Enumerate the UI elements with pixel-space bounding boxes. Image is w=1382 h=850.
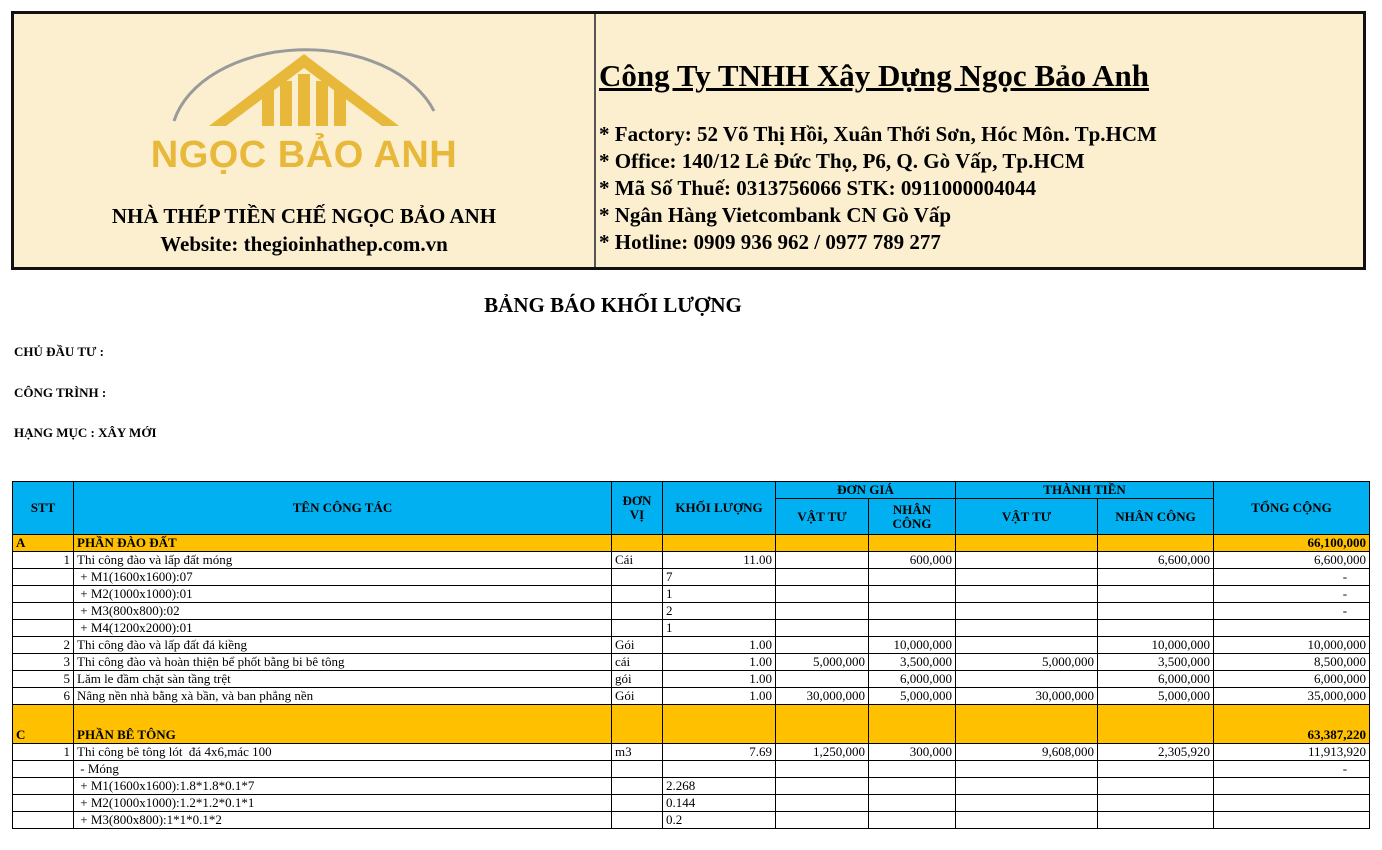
table-row xyxy=(13,552,1370,569)
cell-name: Lăm le đầm chặt sàn tầng trệt xyxy=(74,671,612,688)
cell-stt: 2 xyxy=(13,637,74,654)
cell-total: - xyxy=(1214,603,1370,620)
cell-total xyxy=(1214,812,1370,829)
cell-total xyxy=(1214,620,1370,637)
cell-total xyxy=(1214,795,1370,812)
logo-panel xyxy=(14,14,596,267)
cell-name: + M1(1600x1600):1.8*1.8*0.1*7 xyxy=(74,778,612,795)
cell-price-labor xyxy=(869,586,956,603)
document-title: BẢNG BÁO KHỐI LƯỢNG xyxy=(484,293,742,317)
cell-price-labor xyxy=(869,778,956,795)
header-unit: ĐƠN VỊ xyxy=(612,482,663,535)
cell-stt xyxy=(13,778,74,795)
cell-price-material: 30,000,000 xyxy=(776,688,869,705)
cell-name: Thi công đào và hoàn thiện bể phốt bằng bi bê tông xyxy=(74,654,612,671)
project-label: CÔNG TRÌNH : xyxy=(14,385,107,400)
owner-label: CHỦ ĐẦU TƯ : xyxy=(14,344,104,359)
cell-total: 66,100,000 xyxy=(1214,535,1370,552)
cell-name: Thi công đào và lấp đất đá kiềng xyxy=(74,637,612,654)
cell-stt xyxy=(13,586,74,603)
cell-price-material xyxy=(776,761,869,778)
header-amount-labor: NHÂN CÔNG xyxy=(1098,499,1214,535)
section-row xyxy=(13,705,1370,744)
cell-amount-material xyxy=(956,586,1098,603)
cell-stt: A xyxy=(13,535,74,552)
cell-total: 11,913,920 xyxy=(1214,744,1370,761)
cell-quantity: 1.00 xyxy=(663,637,776,654)
cell-amount-labor xyxy=(1098,569,1214,586)
cell-unit xyxy=(612,586,663,603)
cell-amount-material xyxy=(956,637,1098,654)
cell-amount-labor xyxy=(1098,705,1214,744)
table-header xyxy=(13,482,1370,535)
logo-text: NGỌC BẢO ANH xyxy=(150,134,458,176)
cell-price-material xyxy=(776,671,869,688)
cell-amount-material: 9,608,000 xyxy=(956,744,1098,761)
cell-amount-labor xyxy=(1098,812,1214,829)
cell-amount-labor xyxy=(1098,535,1214,552)
cell-price-labor: 6,000,000 xyxy=(869,671,956,688)
cell-unit xyxy=(612,795,663,812)
cell-unit: cái xyxy=(612,654,663,671)
cell-total: 35,000,000 xyxy=(1214,688,1370,705)
office-address: * Office: 140/12 Lê Đức Thọ, P6, Q. Gò Vấp, Tp.HCM xyxy=(599,149,1085,173)
cell-price-material xyxy=(776,586,869,603)
cell-stt xyxy=(13,761,74,778)
cell-quantity: 0.144 xyxy=(663,795,776,812)
cell-amount-labor xyxy=(1098,795,1214,812)
cell-quantity: 1.00 xyxy=(663,654,776,671)
cell-quantity xyxy=(663,705,776,744)
cell-price-labor xyxy=(869,603,956,620)
cell-total: 6,000,000 xyxy=(1214,671,1370,688)
table-row xyxy=(13,812,1370,829)
cell-quantity xyxy=(663,535,776,552)
header-total: TỔNG CỘNG xyxy=(1214,482,1370,535)
cell-amount-material xyxy=(956,795,1098,812)
hotline: * Hotline: 0909 936 962 / 0977 789 277 xyxy=(599,230,941,254)
cell-stt xyxy=(13,795,74,812)
cell-name: Nâng nền nhà bằng xà bần, và ban phẳng nền xyxy=(74,688,612,705)
cell-stt xyxy=(13,569,74,586)
cell-amount-material xyxy=(956,569,1098,586)
cell-amount-labor xyxy=(1098,778,1214,795)
cell-price-material: 1,250,000 xyxy=(776,744,869,761)
cell-amount-labor: 6,600,000 xyxy=(1098,552,1214,569)
table-row xyxy=(13,586,1370,603)
cell-price-material xyxy=(776,778,869,795)
cell-price-labor xyxy=(869,569,956,586)
cell-total: - xyxy=(1214,569,1370,586)
cell-name: + M4(1200x2000):01 xyxy=(74,620,612,637)
cell-price-material xyxy=(776,795,869,812)
header-amount-material: VẬT TƯ xyxy=(956,499,1098,535)
cell-unit xyxy=(612,535,663,552)
cell-stt xyxy=(13,603,74,620)
cell-price-material xyxy=(776,552,869,569)
cell-price-labor xyxy=(869,795,956,812)
table-row xyxy=(13,744,1370,761)
cell-unit: Cái xyxy=(612,552,663,569)
cell-unit: Gói xyxy=(612,688,663,705)
cell-name: Thi công bê tông lót đá 4x6,mác 100 xyxy=(74,744,612,761)
cell-unit xyxy=(612,761,663,778)
cell-name: + M2(1000x1000):1.2*1.2*0.1*1 xyxy=(74,795,612,812)
cell-price-material xyxy=(776,569,869,586)
factory-address: * Factory: 52 Võ Thị Hồi, Xuân Thới Sơn, Hóc Môn. Tp.HCM xyxy=(599,122,1157,146)
cell-amount-labor: 3,500,000 xyxy=(1098,654,1214,671)
table-row xyxy=(13,569,1370,586)
cell-stt xyxy=(13,812,74,829)
cell-quantity xyxy=(663,761,776,778)
cell-total: - xyxy=(1214,761,1370,778)
cell-amount-material xyxy=(956,603,1098,620)
company-banner xyxy=(11,11,1366,270)
section-row xyxy=(13,535,1370,552)
table-body xyxy=(13,535,1370,829)
cell-price-material xyxy=(776,620,869,637)
company-slogan xyxy=(14,202,594,258)
cell-stt: 1 xyxy=(13,744,74,761)
cell-amount-material: 5,000,000 xyxy=(956,654,1098,671)
cell-unit xyxy=(612,569,663,586)
cell-unit xyxy=(612,705,663,744)
cell-price-labor: 10,000,000 xyxy=(869,637,956,654)
header-name: TÊN CÔNG TÁC xyxy=(74,482,612,535)
cell-amount-material xyxy=(956,620,1098,637)
cell-price-material xyxy=(776,812,869,829)
table-row xyxy=(13,620,1370,637)
cell-total: 6,600,000 xyxy=(1214,552,1370,569)
cell-unit xyxy=(612,603,663,620)
cell-total: 10,000,000 xyxy=(1214,637,1370,654)
cell-total xyxy=(1214,778,1370,795)
category-label: HẠNG MỤC : XÂY MỚI xyxy=(14,425,157,440)
header-unit-price: ĐƠN GIÁ xyxy=(776,482,956,499)
cell-quantity: 1 xyxy=(663,586,776,603)
cell-price-material: 5,000,000 xyxy=(776,654,869,671)
cell-name: + M3(800x800):1*1*0.1*2 xyxy=(74,812,612,829)
cell-amount-material xyxy=(956,812,1098,829)
cell-amount-labor xyxy=(1098,761,1214,778)
cell-quantity: 7 xyxy=(663,569,776,586)
cell-name: Thi công đào và lấp đất móng xyxy=(74,552,612,569)
bank-info: * Ngân Hàng Vietcombank CN Gò Vấp xyxy=(599,203,951,227)
cell-stt: 1 xyxy=(13,552,74,569)
quantity-table xyxy=(12,481,1370,829)
cell-unit: m3 xyxy=(612,744,663,761)
cell-amount-material xyxy=(956,705,1098,744)
cell-quantity: 1.00 xyxy=(663,688,776,705)
cell-total: 8,500,000 xyxy=(1214,654,1370,671)
cell-price-material xyxy=(776,637,869,654)
cell-quantity: 0.2 xyxy=(663,812,776,829)
cell-amount-labor: 6,000,000 xyxy=(1098,671,1214,688)
cell-stt: 6 xyxy=(13,688,74,705)
cell-quantity: 2.268 xyxy=(663,778,776,795)
cell-stt: C xyxy=(13,705,74,744)
cell-quantity: 1 xyxy=(663,620,776,637)
cell-amount-labor: 2,305,920 xyxy=(1098,744,1214,761)
company-name: Công Ty TNHH Xây Dựng Ngọc Bảo Anh xyxy=(599,58,1150,93)
cell-price-labor: 600,000 xyxy=(869,552,956,569)
tax-code: * Mã Số Thuế: 0313756066 STK: 0911000004044 xyxy=(599,176,1037,200)
cell-price-labor: 3,500,000 xyxy=(869,654,956,671)
cell-name: + M3(800x800):02 xyxy=(74,603,612,620)
cell-price-material xyxy=(776,535,869,552)
company-info xyxy=(599,121,1157,256)
cell-name: PHẦN ĐÀO ĐẤT xyxy=(74,535,612,552)
company-info-panel xyxy=(599,14,1359,267)
cell-amount-material xyxy=(956,778,1098,795)
table-row xyxy=(13,688,1370,705)
cell-quantity: 1.00 xyxy=(663,671,776,688)
cell-amount-material xyxy=(956,535,1098,552)
cell-amount-labor xyxy=(1098,586,1214,603)
cell-price-labor xyxy=(869,812,956,829)
cell-name: PHẦN BÊ TÔNG xyxy=(74,705,612,744)
cell-total: - xyxy=(1214,586,1370,603)
cell-name: + M1(1600x1600):07 xyxy=(74,569,612,586)
cell-price-labor: 300,000 xyxy=(869,744,956,761)
cell-amount-material: 30,000,000 xyxy=(956,688,1098,705)
table-row xyxy=(13,654,1370,671)
cell-total: 63,387,220 xyxy=(1214,705,1370,744)
header-quantity: KHỐI LƯỢNG xyxy=(663,482,776,535)
cell-stt: 3 xyxy=(13,654,74,671)
table-row xyxy=(13,761,1370,778)
header-price-material: VẬT TƯ xyxy=(776,499,869,535)
cell-stt xyxy=(13,620,74,637)
cell-unit xyxy=(612,778,663,795)
cell-unit xyxy=(612,812,663,829)
cell-name: - Móng xyxy=(74,761,612,778)
cell-stt: 5 xyxy=(13,671,74,688)
cell-price-material xyxy=(776,603,869,620)
table-row xyxy=(13,778,1370,795)
table-row xyxy=(13,671,1370,688)
cell-quantity: 2 xyxy=(663,603,776,620)
cell-price-labor: 5,000,000 xyxy=(869,688,956,705)
cell-amount-labor xyxy=(1098,620,1214,637)
cell-amount-material xyxy=(956,761,1098,778)
cell-price-labor xyxy=(869,705,956,744)
table-row xyxy=(13,795,1370,812)
cell-price-labor xyxy=(869,620,956,637)
cell-amount-labor: 10,000,000 xyxy=(1098,637,1214,654)
slogan-line: NHÀ THÉP TIỀN CHẾ NGỌC BẢO ANH xyxy=(111,204,497,228)
table-row xyxy=(13,637,1370,654)
website-line: Website: thegioinhathep.com.vn xyxy=(160,232,448,256)
cell-amount-labor xyxy=(1098,603,1214,620)
cell-unit: gói xyxy=(612,671,663,688)
cell-amount-labor: 5,000,000 xyxy=(1098,688,1214,705)
cell-price-material xyxy=(776,705,869,744)
header-price-labor: NHÂN CÔNG xyxy=(869,499,956,535)
cell-name: + M2(1000x1000):01 xyxy=(74,586,612,603)
cell-amount-material xyxy=(956,552,1098,569)
cell-amount-material xyxy=(956,671,1098,688)
cell-quantity: 11.00 xyxy=(663,552,776,569)
cell-price-labor xyxy=(869,535,956,552)
header-amount: THÀNH TIỀN xyxy=(956,482,1214,499)
cell-unit: Gói xyxy=(612,637,663,654)
cell-unit xyxy=(612,620,663,637)
header-stt: STT xyxy=(13,482,74,535)
cell-price-labor xyxy=(869,761,956,778)
table-row xyxy=(13,603,1370,620)
cell-quantity: 7.69 xyxy=(663,744,776,761)
